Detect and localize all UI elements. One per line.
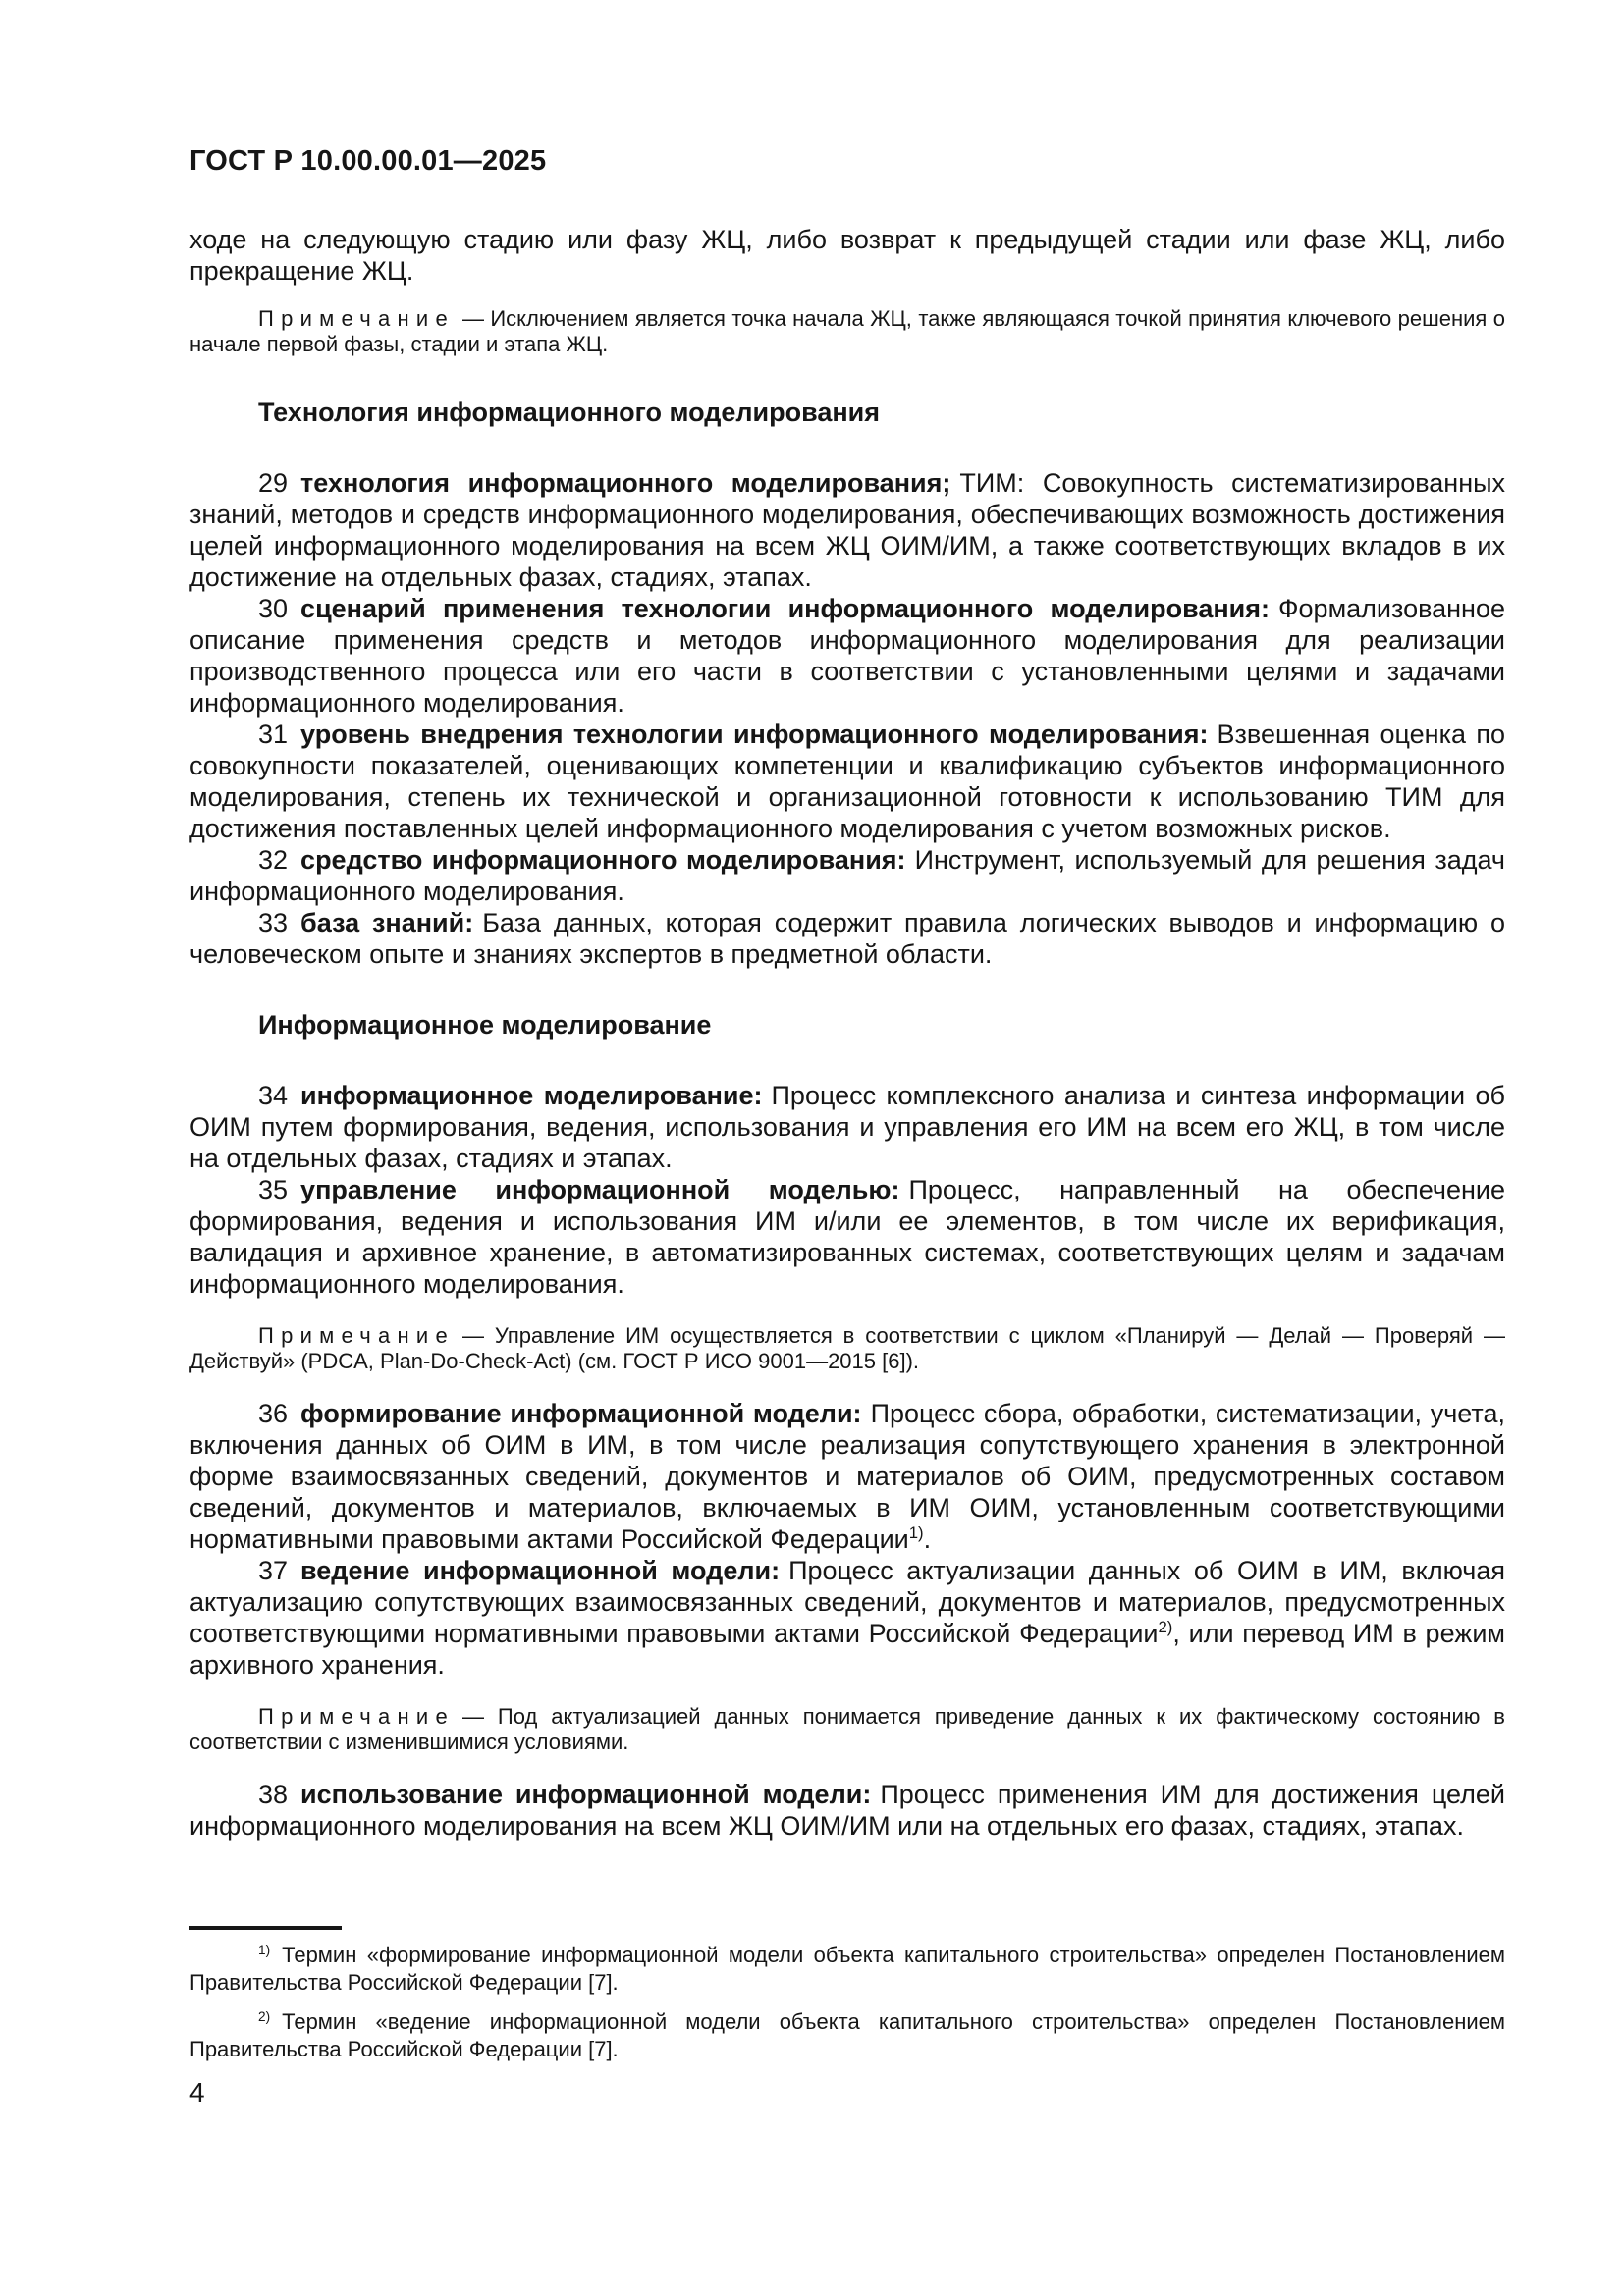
paragraph-continuation: ходе на следующую стадию или фазу ЖЦ, либо возврат к предыдущей стадии или фазе ЖЦ, либо прекращение ЖЦ.: [189, 225, 1505, 286]
footnote-1: [189, 1942, 1505, 1997]
section-heading-tim: Технология информационного моделирования: [258, 398, 881, 427]
footnote-marker-2: 2): [258, 2008, 271, 2024]
note-lifecycle: [189, 306, 1505, 357]
term-name: база знаний:: [300, 908, 474, 937]
term-name: сценарий применения технологии информационного моделирования:: [300, 594, 1271, 623]
term-paragraph-38: [189, 1779, 1505, 1842]
term-name: технология информационного моделирования;: [300, 468, 951, 498]
term-number: 30: [258, 594, 289, 623]
term-paragraph-37: [189, 1555, 1505, 1681]
term-definition: ТИМ: Совокупность систематизированных знаний, методов и средств информационного моделирования, обеспечивающих возможность достижения целей информационного моделирования на всем ЖЦ ОИМ/ИМ, а также соответствующих вкладов в их достижение на отдельных фазах, стадиях, этапах.: [189, 468, 1506, 592]
footnote-separator: [189, 1926, 342, 1930]
footnote-2: [189, 2008, 1505, 2063]
note-text: — Управление ИМ осуществляется в соответствии с циклом «Планируй — Делай — Проверяй — Действуй» (PDCA, Plan-Do-Check-Act) (см. ГОСТ Р ИСО 9001—2015 [6]).: [189, 1323, 1505, 1373]
term-number: 32: [258, 845, 289, 875]
term-definition: Процесс применения ИМ для достижения целей информационного моделирования на всем ЖЦ ОИМ/ИМ или на отдельных его фазах, стадиях, этапах.: [189, 1780, 1505, 1841]
footnote-ref-1: 1): [908, 1523, 924, 1542]
running-header: ГОСТ Р 10.00.00.01—2025: [189, 145, 547, 177]
term-definition: Процесс сбора, обработки, систематизации, учета, включения данных об ОИМ в ИМ, в том числе реализация сопутствующего хранения в электронной форме взаимосвязанных сведений, документов и материалов об ОИМ, предусмотренных составом сведений, документов и материалов, включаемых в ИМ ОИМ, установленным соответствующими нормативными правовыми актами Российской Федерации: [189, 1399, 1506, 1554]
term-name: информационное моделирование:: [300, 1081, 763, 1110]
term-paragraph-35: [189, 1174, 1505, 1300]
term-paragraph-29: [189, 467, 1505, 593]
term-definition: Взвешенная оценка по совокупности показателей, оценивающих компетенции и квалификацию субъектов информационного моделирования, степень их технической и организационной готовности к использованию ТИМ для достижения поставленных целей информационного моделирования с учетом возможных рисков.: [189, 720, 1506, 843]
term-definition-tail: .: [923, 1524, 932, 1554]
note-text: — Исключением является точка начала ЖЦ, также являющаяся точкой принятия ключевого решения о начале первой фазы, стадии и этапа ЖЦ.: [189, 306, 1505, 356]
term-name: уровень внедрения технологии информационного моделирования:: [300, 720, 1209, 749]
section-heading-im: Информационное моделирование: [258, 1010, 712, 1040]
footnote-marker-1: 1): [258, 1942, 271, 1957]
term-number: 33: [258, 908, 289, 937]
page-number: 4: [189, 2077, 205, 2108]
note-label: Примечание: [258, 306, 455, 331]
note-text: — Под актуализацией данных понимается приведение данных к их фактическому состоянию в соответствии с изменившимися условиями.: [189, 1704, 1505, 1754]
term-name: использование информационной модели:: [300, 1780, 872, 1809]
term-number: 38: [258, 1780, 289, 1809]
term-definition: Инструмент, используемый для решения задач информационного моделирования.: [189, 845, 1505, 906]
note-label: Примечание: [258, 1704, 455, 1729]
footnotes-block: [189, 1926, 1505, 2063]
term-paragraph-32: [189, 844, 1505, 907]
footnote-text-1: Термин «формирование информационной модели объекта капитального строительства» определен Постановлением Правительства Российской Федерации [7].: [189, 1943, 1505, 1995]
term-paragraph-31: [189, 719, 1505, 844]
term-paragraph-33: [189, 907, 1505, 970]
term-definition: Процесс, направленный на обеспечение формирования, ведения и использования ИМ и/или ее элементов, в том числе их верификация, валидация и архивное хранение, в автоматизированных системах, соответствующих целям и задачам информационного моделирования.: [189, 1175, 1505, 1299]
term-definition: База данных, которая содержит правила логических выводов и информацию о человеческом опыте и знаниях экспертов в предметной области.: [189, 908, 1505, 969]
term-number: 29: [258, 468, 289, 498]
note-pdca: [189, 1323, 1505, 1374]
term-paragraph-30: [189, 593, 1505, 719]
footnote-ref-2: 2): [1158, 1618, 1173, 1636]
term-number: 34: [258, 1081, 289, 1110]
note-actualization: [189, 1704, 1505, 1755]
term-name: средство информационного моделирования:: [300, 845, 906, 875]
term-definition: Процесс актуализации данных об ОИМ в ИМ, включая актуализацию сопутствующих взаимосвязанных сведений, документов и материалов, предусмотренных соответствующими нормативными правовыми актами Российской Федерации: [189, 1556, 1505, 1648]
footnote-text-2: Термин «ведение информационной модели объекта капитального строительства» определен Постановлением Правительства Российской Федерации [7].: [189, 2009, 1505, 2061]
term-number: 35: [258, 1175, 289, 1204]
term-definition-tail: , или перевод ИМ в режим архивного хранения.: [189, 1619, 1505, 1680]
term-paragraph-36: [189, 1398, 1505, 1555]
term-name: ведение информационной модели:: [300, 1556, 781, 1585]
term-name: формирование информационной модели:: [300, 1399, 862, 1428]
term-definition: Процесс комплексного анализа и синтеза информации об ОИМ путем формирования, ведения, использования и управления его ИМ на всем его ЖЦ, в том числе на отдельных фазах, стадиях и этапах.: [189, 1081, 1505, 1173]
term-definition: Формализованное описание применения средств и методов информационного моделирования для реализации производственного процесса или его части в соответствии с установленными целями и задачами информационного моделирования.: [189, 594, 1505, 718]
term-name: управление информационной моделью:: [300, 1175, 900, 1204]
note-label: Примечание: [258, 1323, 455, 1348]
term-number: 31: [258, 720, 289, 749]
term-paragraph-34: [189, 1080, 1505, 1174]
term-number: 36: [258, 1399, 289, 1428]
term-number: 37: [258, 1556, 289, 1585]
